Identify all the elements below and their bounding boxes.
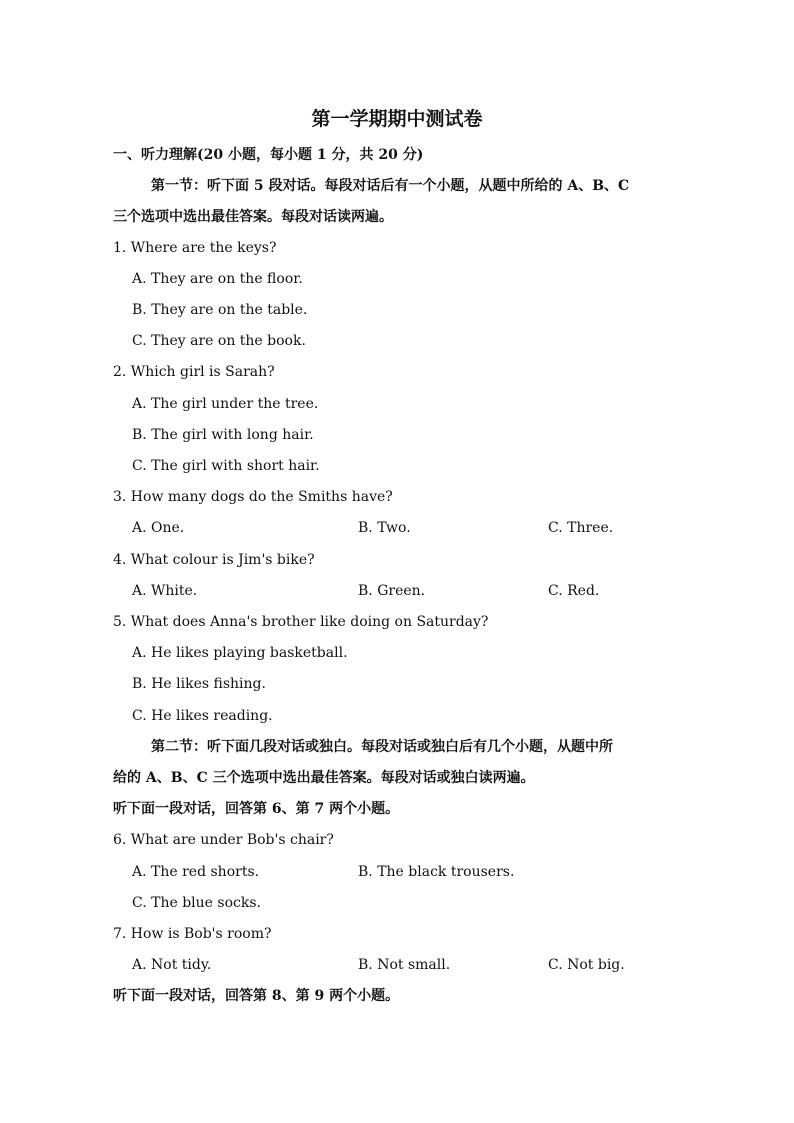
q4-option-c: C. Red. bbox=[548, 583, 600, 599]
question-3: 3. How many dogs do the Smiths have? bbox=[113, 489, 393, 505]
question-7: 7. How is Bob's room? bbox=[113, 926, 272, 942]
section2-intro-line1: 第二节：听下面几段对话或独白。每段对话或独白后有几个小题，从题中所 bbox=[151, 739, 613, 755]
section2-group2-instruction: 听下面一段对话，回答第 8、第 9 两个小题。 bbox=[113, 988, 400, 1004]
part1-heading: 一、听力理解(20 小题，每小题 1 分，共 20 分) bbox=[113, 147, 424, 163]
q6-option-a: A. The red shorts. bbox=[132, 864, 260, 880]
q5-option-a: A. He likes playing basketball. bbox=[132, 645, 348, 661]
q2-option-b: B. The girl with long hair. bbox=[132, 427, 314, 443]
section1-intro-line1: 第一节：听下面 5 段对话。每段对话后有一个小题，从题中所给的 A、B、C bbox=[151, 178, 630, 194]
q3-option-c: C. Three. bbox=[548, 520, 614, 536]
q7-option-a: A. Not tidy. bbox=[132, 957, 212, 973]
q1-option-a: A. They are on the floor. bbox=[132, 271, 303, 287]
q2-option-c: C. The girl with short hair. bbox=[132, 458, 320, 474]
page-title: 第一学期期中测试卷 bbox=[311, 108, 483, 130]
q5-option-c: C. He likes reading. bbox=[132, 708, 273, 724]
q4-option-a: A. White. bbox=[132, 583, 198, 599]
section2-group1-instruction: 听下面一段对话，回答第 6、第 7 两个小题。 bbox=[113, 801, 400, 817]
question-4: 4. What colour is Jim's bike? bbox=[113, 552, 315, 568]
q6-option-c: C. The blue socks. bbox=[132, 895, 261, 911]
q3-option-b: B. Two. bbox=[358, 520, 411, 536]
q6-option-b: B. The black trousers. bbox=[358, 864, 515, 880]
q3-option-a: A. One. bbox=[132, 520, 185, 536]
q2-option-a: A. The girl under the tree. bbox=[132, 396, 319, 412]
q4-option-b: B. Green. bbox=[358, 583, 426, 599]
q7-option-c: C. Not big. bbox=[548, 957, 625, 973]
question-5: 5. What does Anna's brother like doing on Saturday? bbox=[113, 614, 489, 630]
question-2: 2. Which girl is Sarah? bbox=[113, 364, 275, 380]
section2-intro-line2: 给的 A、B、C 三个选项中选出最佳答案。每段对话或独白读两遍。 bbox=[113, 770, 535, 786]
q1-option-c: C. They are on the book. bbox=[132, 333, 306, 349]
q7-option-b: B. Not small. bbox=[358, 957, 451, 973]
question-6: 6. What are under Bob's chair? bbox=[113, 832, 334, 848]
q5-option-b: B. He likes fishing. bbox=[132, 676, 266, 692]
question-1: 1. Where are the keys? bbox=[113, 240, 277, 256]
q1-option-b: B. They are on the table. bbox=[132, 302, 308, 318]
section1-intro-line2: 三个选项中选出最佳答案。每段对话读两遍。 bbox=[113, 209, 393, 225]
